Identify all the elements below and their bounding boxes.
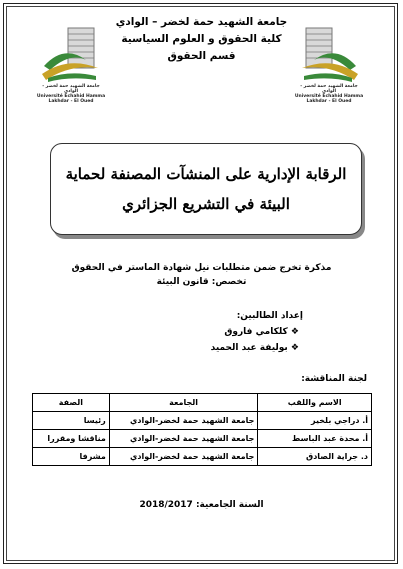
table-row [33,430,372,448]
student-item [211,324,303,340]
memo-specialty: تخصص: قانون البيئة [156,277,247,287]
member-role: مناقشا ومقررا [33,430,110,448]
university-logo-icon [40,26,102,84]
member-university: جامعة الشهيد حمة لخضر-الوادي [109,412,258,430]
header-university: الجامعة [109,394,258,412]
jury-table [32,393,372,466]
faculty-name: كلية الحقوق و العلوم السياسية [121,33,282,45]
prepared-label: إعداد الطالبين: [236,311,303,321]
table-row [33,412,372,430]
member-university: جامعة الشهيد حمة لخضر-الوادي [109,448,258,466]
department-name: قسم الحقوق [167,50,236,62]
university-logo-icon [298,26,360,84]
member-name: د. جراية الصادق [258,448,372,466]
diamond-bullet-icon: ❖ [290,327,299,337]
student-name: كلكامي فاروق [224,327,288,337]
logo-caption-right: جامعة الشهيد حمة لخضر - الوادي Université Echahid Hamma Lakhdar - El Oued [294,84,364,104]
thesis-title-box [50,143,362,235]
thesis-title-line1: الرقابة الإدارية على المنشآت المصنفة لحماية [65,165,347,183]
memo-line1: مذكرة تخرج ضمن متطلبات نيل شهادة الماستر في الحقوق [71,263,332,273]
header-name: الاسم واللقب [258,394,372,412]
member-university: جامعة الشهيد حمة لخضر-الوادي [109,430,258,448]
thesis-title-line2: البيئة في التشريع الجزائري [122,195,290,213]
memo-description [0,261,403,289]
logo-caption-left: جامعة الشهيد حمة لخضر - الوادي Université Echahid Hamma Lakhdar - El Oued [36,84,106,104]
university-logo-right [298,26,360,92]
header-role: الصفة [33,394,110,412]
member-name: أ. محدة عبد الباسط [258,430,372,448]
diamond-bullet-icon: ❖ [290,343,299,353]
member-role: رئيسا [33,412,110,430]
academic-year: السنة الجامعية: 2018/2017 [139,500,264,510]
table-row [33,448,372,466]
jury-title: لجنة المناقشة: [301,374,367,384]
student-name: بوليفة عبد الحميد [210,343,288,353]
prepared-by [211,308,303,356]
student-item [211,340,303,356]
member-name: أ. دراجي بلخير [258,412,372,430]
member-role: مشرفا [33,448,110,466]
university-name: جامعة الشهيد حمة لخضر – الوادي [115,16,288,28]
table-header-row [33,394,372,412]
university-logo-left [40,26,102,92]
